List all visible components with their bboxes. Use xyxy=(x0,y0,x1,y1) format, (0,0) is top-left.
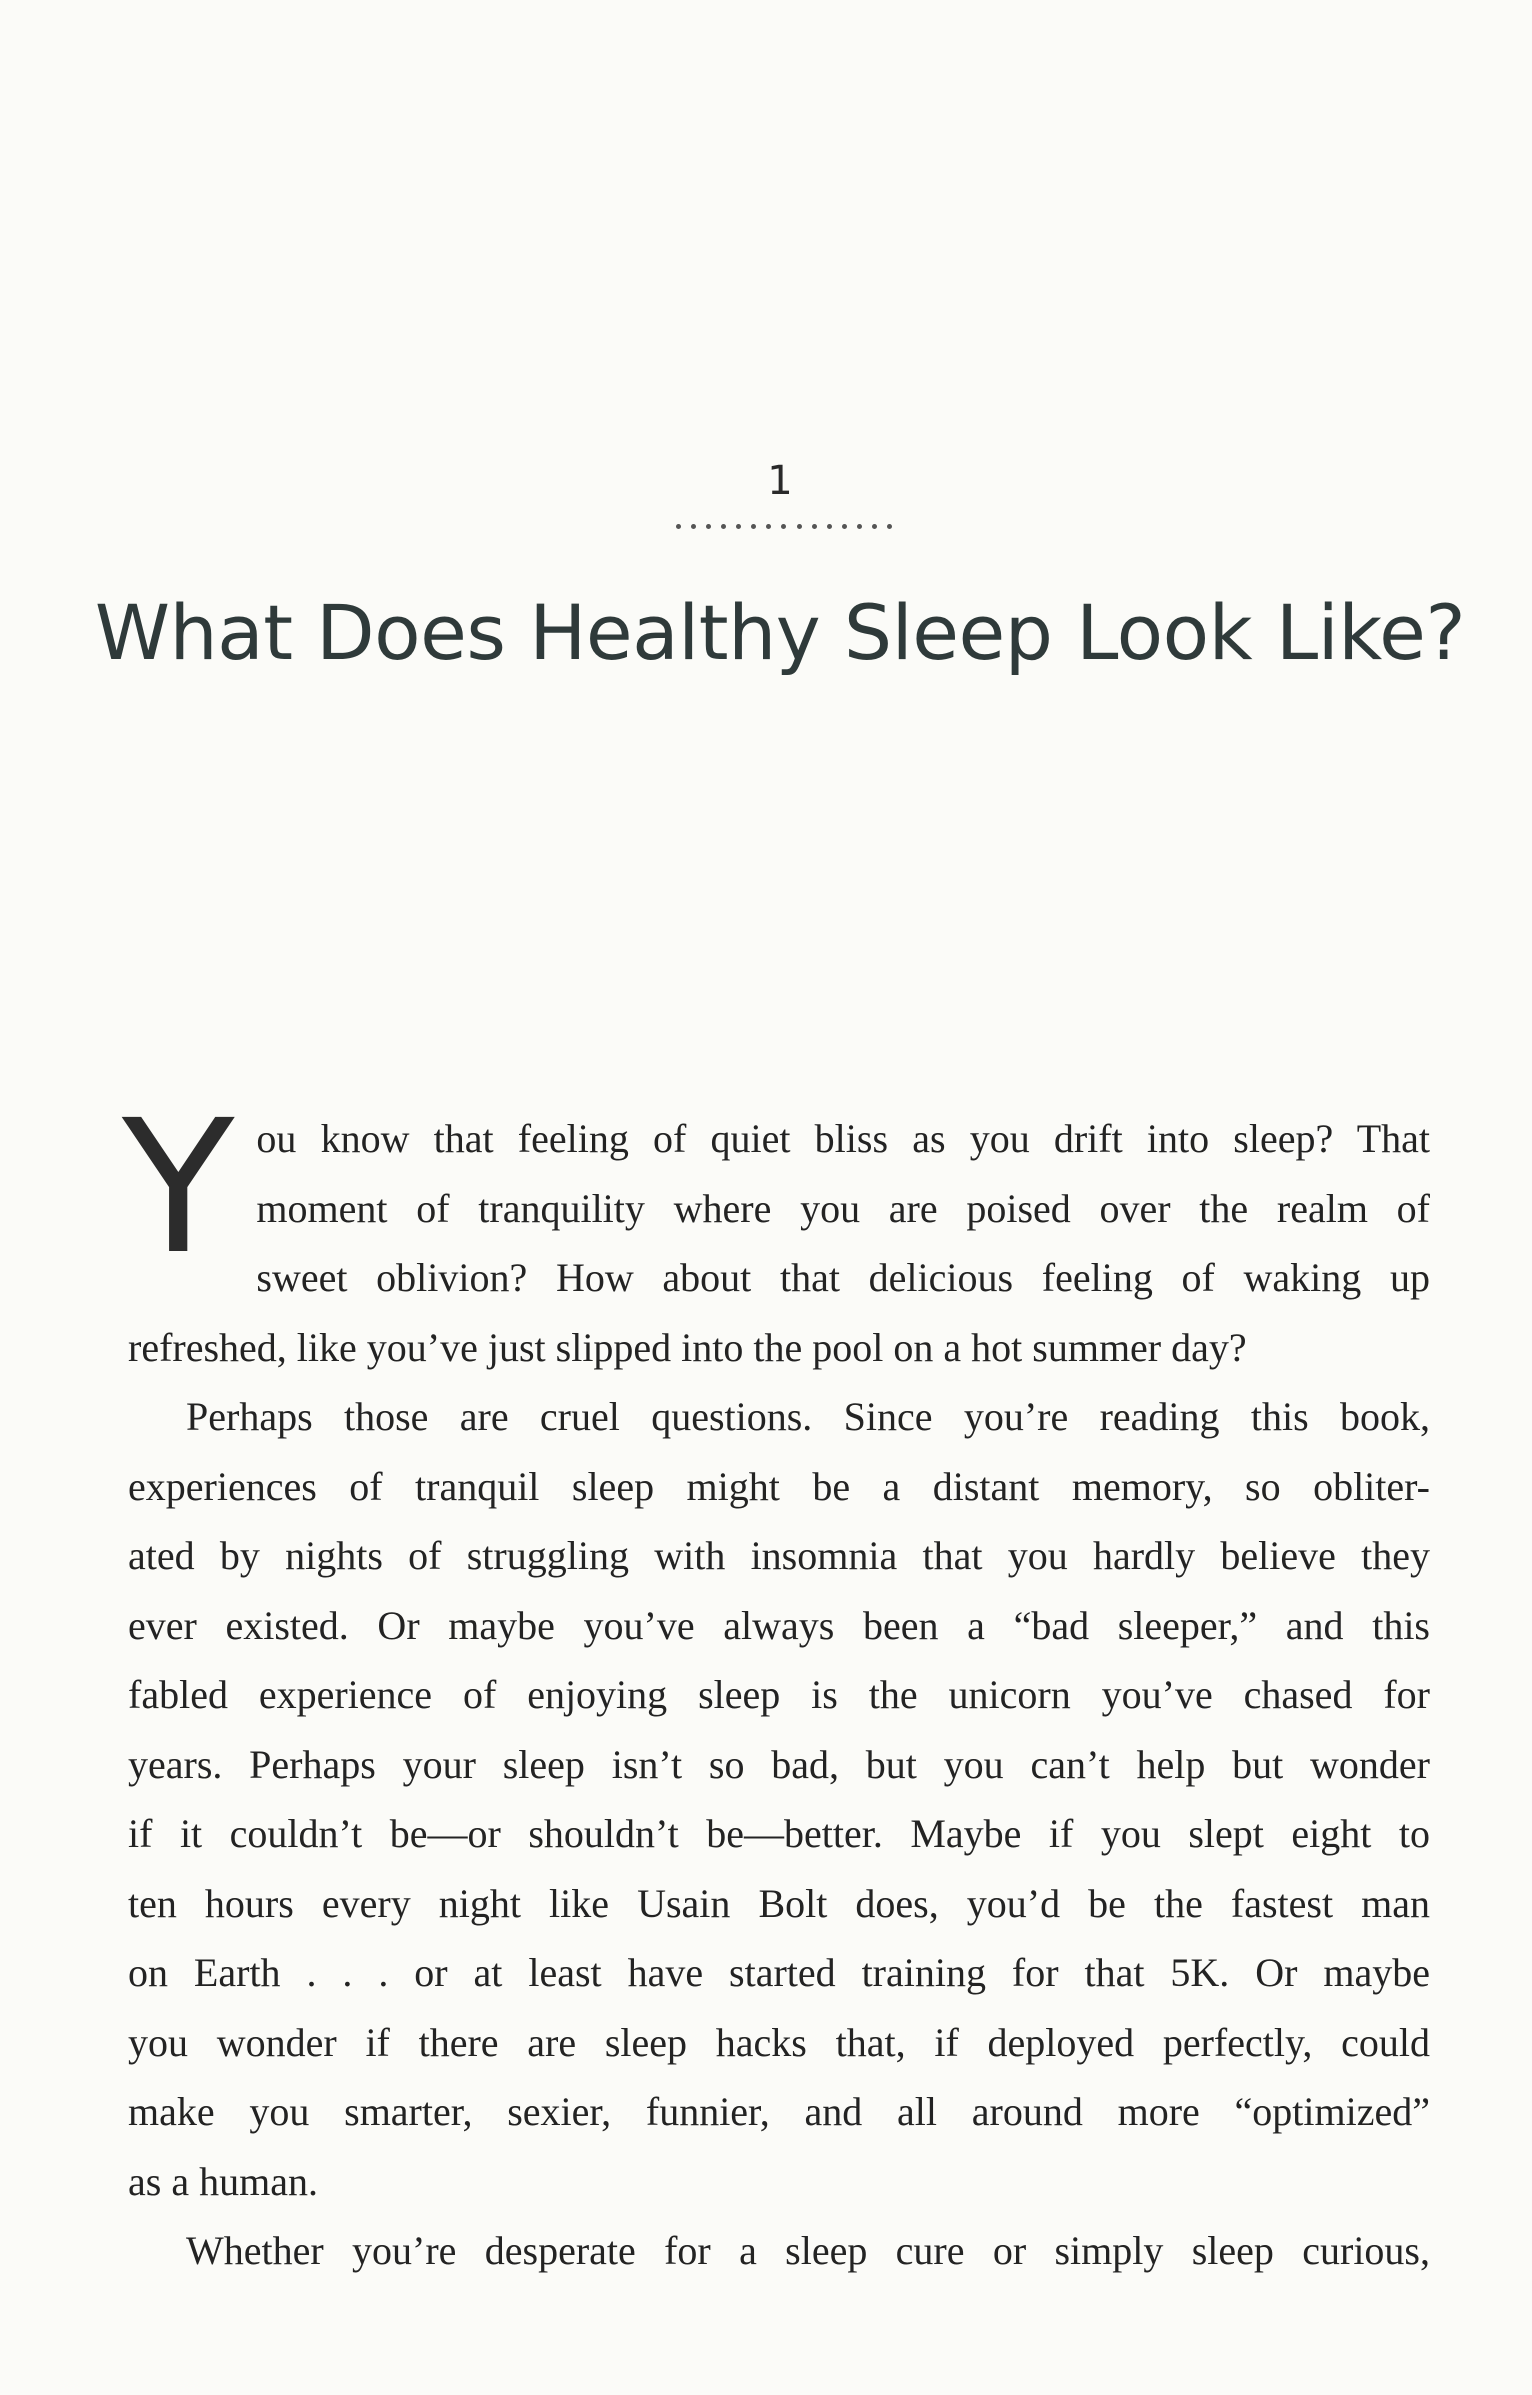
text-line: refreshed, like you’ve just slipped into the pool on a hot summer day? xyxy=(128,1324,1247,1370)
text-line: fabled experience of enjoying sleep is the unicorn you’ve chased for xyxy=(128,1672,1430,1717)
body-text xyxy=(122,1081,1430,2286)
text-line: sweet oblivion? How about that delicious feeling of waking up xyxy=(256,1255,1430,1300)
chapter-title: What Does Healthy Sleep Look Like? xyxy=(94,588,1466,677)
text-line: Whether you’re desperate for a sleep cure or simply sleep curious, xyxy=(186,2228,1430,2273)
text-line: ever existed. Or maybe you’ve always been a “bad sleeper,” and this xyxy=(128,1602,1430,1648)
text-line: make you smarter, sexier, funnier, and all around more “optimized” xyxy=(128,2089,1430,2134)
paragraph-1 xyxy=(122,1081,1430,1382)
text-line: Perhaps those are cruel questions. Since you’re reading this book, xyxy=(186,1394,1430,1439)
chapter-dot-divider xyxy=(676,520,892,532)
text-line: as a human. xyxy=(128,2158,318,2204)
text-line: ou know that feeling of quiet bliss as you drift into sleep? That xyxy=(256,1116,1430,1161)
text-line: on Earth . . . or at least have started training for that 5K. Or maybe xyxy=(128,1950,1430,1995)
chapter-number: 1 xyxy=(767,458,793,504)
text-line: you wonder if there are sleep hacks that, if deployed perfectly, could xyxy=(128,2019,1430,2065)
paragraph-3 xyxy=(128,2216,1430,2286)
text-line: if it couldn’t be—or shouldn’t be—better. Maybe if you slept eight to xyxy=(128,1811,1430,1856)
drop-cap: Y xyxy=(122,1081,235,1295)
text-line: ten hours every night like Usain Bolt does, you’d be the fastest man xyxy=(128,1880,1430,1926)
text-line: ated by nights of struggling with insomnia that you hardly believe they xyxy=(128,1533,1430,1578)
text-line: years. Perhaps your sleep isn’t so bad, but you can’t help but wonder xyxy=(128,1741,1430,1787)
paragraph-2 xyxy=(128,1382,1430,2216)
text-line: moment of tranquility where you are poised over the realm of xyxy=(256,1185,1430,1231)
text-line: experiences of tranquil sleep might be a distant memory, so obliter- xyxy=(128,1463,1430,1509)
